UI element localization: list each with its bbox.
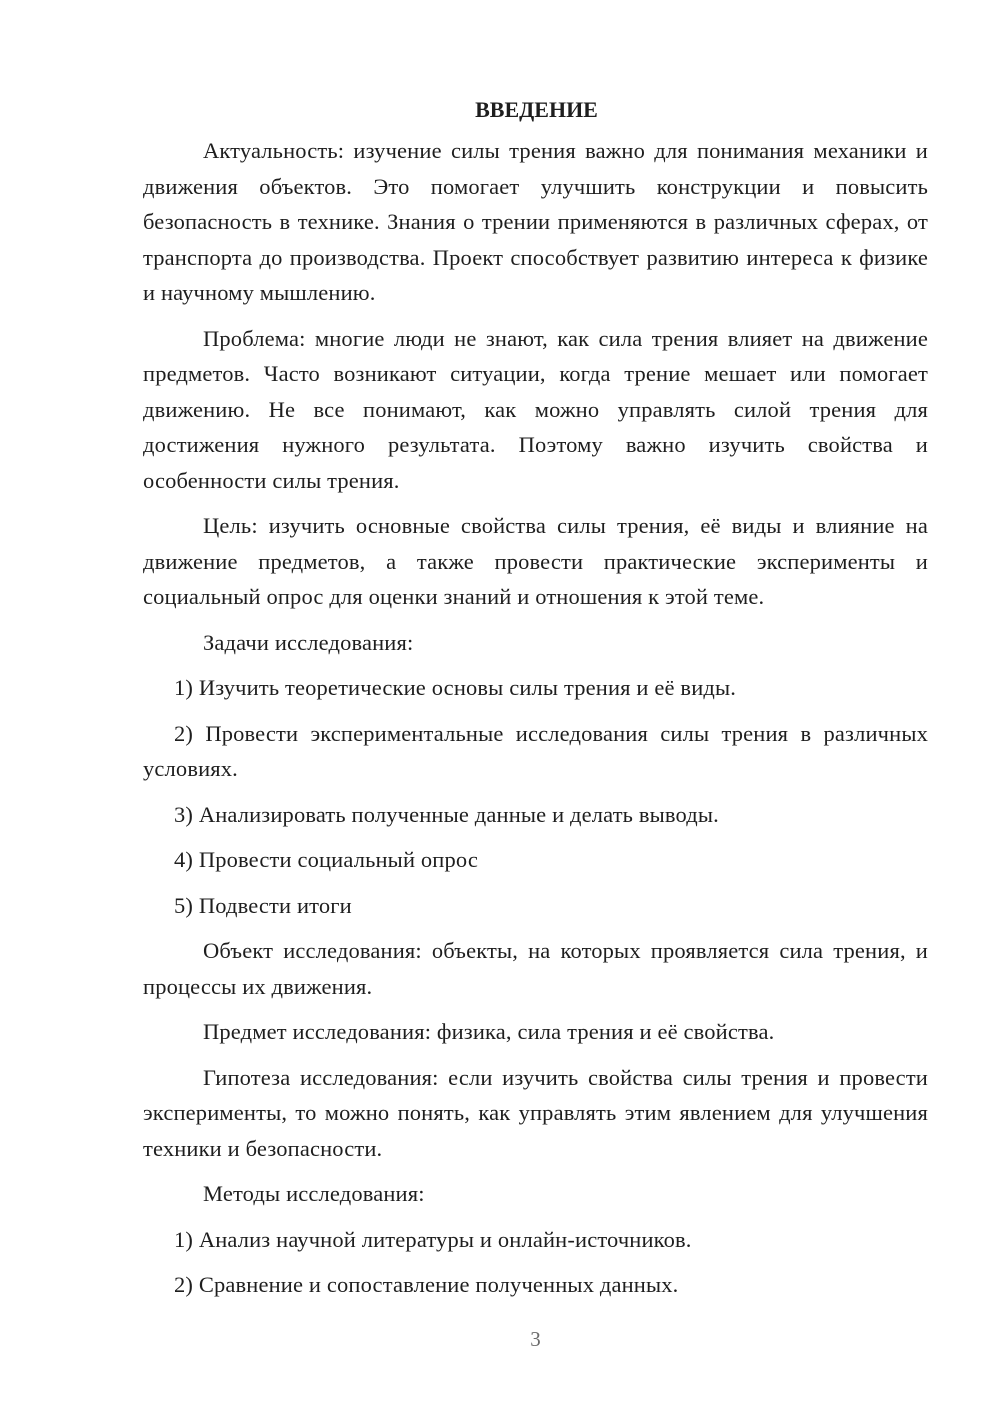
document-page <box>143 92 928 1303</box>
problem-paragraph: Проблема: многие люди не знают, как сила трения влияет на движение предметов. Часто возникают ситуации, когда трение мешает или помогает движению. Не все понимают, как можно управлять силой трения для достижения нужного результата. Поэтому важно изучить свойства и особенности силы трения. <box>143 325 928 493</box>
methods-heading: Методы исследования: <box>203 1181 425 1206</box>
method-item: 1) Анализ научной литературы и онлайн-источников. <box>174 1226 692 1252</box>
task-item: 2) Провести экспериментальные исследования силы трения в различных условиях. <box>143 720 928 781</box>
task-item: 1) Изучить теоретические основы силы трения и её виды. <box>174 675 737 700</box>
page-number: 3 <box>530 1327 541 1351</box>
task-item: 5) Подвести итоги <box>174 892 352 918</box>
task-item: 4) Провести социальный опрос <box>174 847 478 872</box>
section-heading: ВВЕДЕНИЕ <box>475 97 598 122</box>
task-item: 3) Анализировать полученные данные и делать выводы. <box>174 801 719 827</box>
goal-paragraph: Цель: изучить основные свойства силы трения, её виды и влияние на движение предметов, а также провести практические эксперименты и социальный опрос для оценки знаний и отношения к этой теме. <box>143 513 928 609</box>
object-paragraph: Объект исследования: объекты, на которых проявляется сила трения, и процессы их движения. <box>143 938 928 999</box>
hypothesis-paragraph: Гипотеза исследования: если изучить свойства силы трения и провести эксперименты, то можно понять, как управлять этим явлением для улучшения техники и безопасности. <box>143 1064 928 1161</box>
relevance-paragraph: Актуальность: изучение силы трения важно для понимания механики и движения объектов. Это помогает улучшить конструкции и повысить безопасность в технике. Знания о трении применяются в различных сферах, от транспорта до производства. Проект способствует развитию интереса к физике и научному мышлению. <box>143 138 928 305</box>
method-item: 2) Сравнение и сопоставление полученных данных. <box>174 1272 679 1297</box>
tasks-heading: Задачи исследования: <box>203 629 414 655</box>
subject-paragraph: Предмет исследования: физика, сила трения и её свойства. <box>203 1019 775 1044</box>
